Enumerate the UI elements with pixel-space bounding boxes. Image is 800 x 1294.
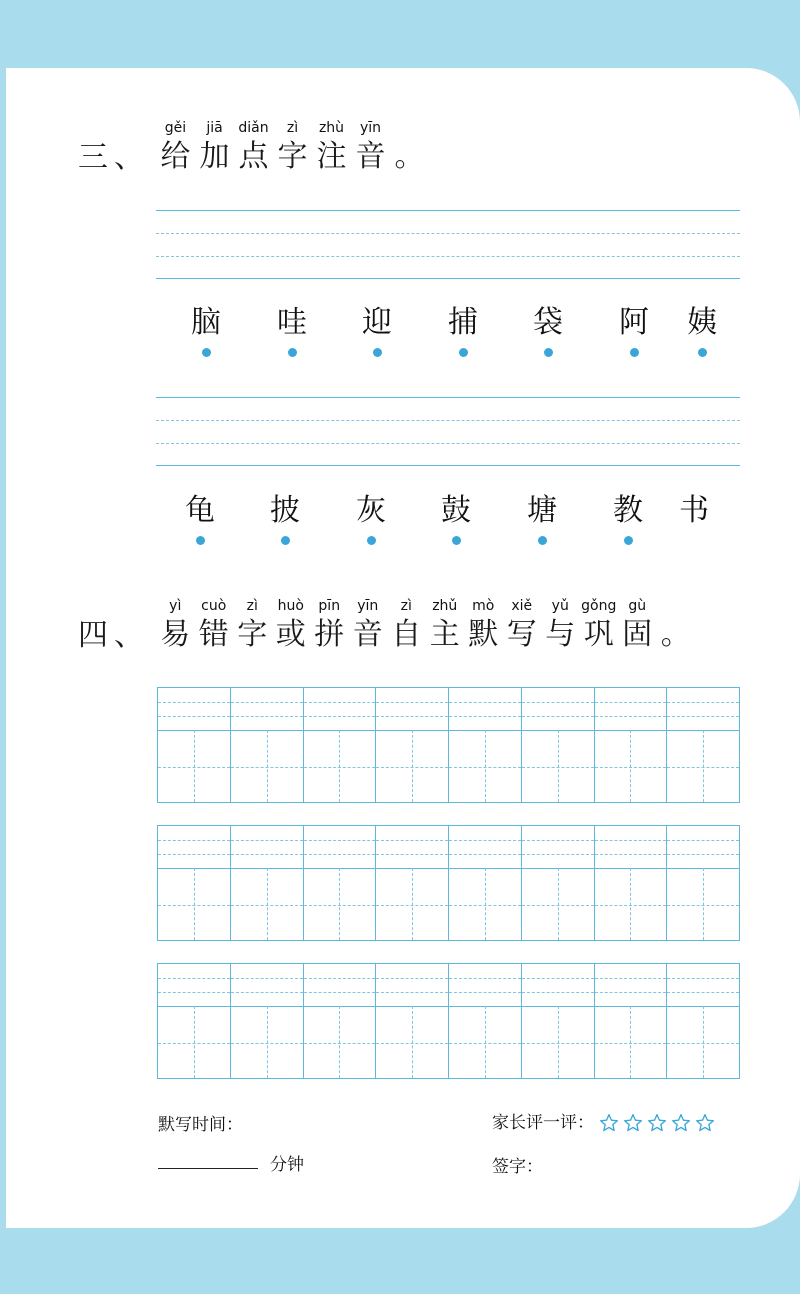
hanzi: 字 (237, 617, 268, 652)
tian-cell[interactable] (231, 688, 304, 802)
emphasis-dot (459, 348, 468, 357)
hanzi: 给 (160, 139, 191, 174)
pinyin: zhù (318, 120, 345, 136)
heading-char (272, 596, 311, 654)
parent-rating-label: 家长评一评： (492, 1113, 594, 1133)
tian-cell[interactable] (158, 688, 231, 802)
heading-char (503, 596, 542, 654)
pinyin: cuò (201, 598, 227, 614)
section3-number: 三、 (78, 140, 150, 175)
pinyin: zì (246, 598, 258, 614)
dotted-char (672, 304, 732, 357)
pinyin: diǎn (238, 120, 269, 136)
pinyin: pīn (318, 598, 341, 614)
section4-heading (78, 596, 695, 654)
tian-cell[interactable] (304, 964, 377, 1078)
dotted-char (598, 492, 658, 545)
emphasis-dot (367, 536, 376, 545)
rating-stars[interactable] (599, 1113, 715, 1133)
dotted-char (262, 304, 322, 357)
minutes-label: 分钟 (270, 1155, 304, 1175)
hanzi: 与 (545, 617, 576, 652)
pinyin: zhǔ (432, 598, 458, 614)
pinyin: gù (628, 598, 647, 614)
hanzi: 音 (352, 617, 383, 652)
emphasis-dot (373, 348, 382, 357)
hanzi: 易 (160, 617, 191, 652)
tian-cell[interactable] (667, 826, 739, 940)
hanzi: 哇 (277, 305, 307, 340)
emphasis-dot (281, 536, 290, 545)
hanzi: 塘 (527, 493, 557, 528)
tian-cell[interactable] (667, 688, 739, 802)
hanzi: 披 (270, 493, 300, 528)
heading-char (580, 596, 619, 654)
pinyin: jiā (206, 120, 223, 136)
tian-cell[interactable] (449, 826, 522, 940)
hanzi: 注 (316, 139, 347, 174)
pinyin: gěi (164, 120, 187, 136)
hanzi: 错 (198, 617, 229, 652)
star-icon[interactable] (671, 1113, 691, 1133)
heading-char (541, 596, 580, 654)
emphasis-dot (202, 348, 211, 357)
hanzi: 写 (506, 617, 537, 652)
tian-cell[interactable] (449, 964, 522, 1078)
emphasis-dot (452, 536, 461, 545)
star-icon[interactable] (623, 1113, 643, 1133)
hanzi: 袋 (533, 305, 563, 340)
heading-char (273, 118, 312, 176)
heading-char (312, 118, 351, 176)
heading-char (390, 118, 429, 176)
tian-cell[interactable] (595, 688, 668, 802)
dotted-char (426, 492, 486, 545)
hanzi: 鼓 (441, 493, 471, 528)
pinyin: gǒng (581, 598, 617, 614)
sign-label: 签字： (492, 1157, 543, 1177)
hanzi: 书 (679, 493, 709, 528)
tian-cell[interactable] (376, 964, 449, 1078)
heading-char (195, 596, 234, 654)
tian-cell[interactable] (304, 688, 377, 802)
hanzi: 主 (429, 617, 460, 652)
hanzi: 灰 (356, 493, 386, 528)
star-icon[interactable] (647, 1113, 667, 1133)
emphasis-dot (196, 536, 205, 545)
heading-char (657, 596, 696, 654)
hanzi: 巩 (583, 617, 614, 652)
time-label: 默写时间： (158, 1115, 243, 1135)
tian-cell[interactable] (231, 826, 304, 940)
char-row-1 (156, 304, 740, 374)
tian-cell[interactable] (667, 964, 739, 1078)
period: 。 (394, 139, 425, 174)
heading-char (426, 596, 465, 654)
dotted-char (255, 492, 315, 545)
tian-cell[interactable] (231, 964, 304, 1078)
heading-char (351, 118, 390, 176)
hanzi: 加 (199, 139, 230, 174)
tian-cell[interactable] (595, 964, 668, 1078)
dotted-char (433, 304, 493, 357)
hanzi: 字 (277, 139, 308, 174)
emphasis-dot (544, 348, 553, 357)
hanzi: 音 (355, 139, 386, 174)
heading-char (156, 118, 195, 176)
tian-cell[interactable] (522, 826, 595, 940)
hanzi: 默 (468, 617, 499, 652)
heading-char (464, 596, 503, 654)
heading-char (233, 596, 272, 654)
dotted-char (347, 304, 407, 357)
star-icon[interactable] (695, 1113, 715, 1133)
writing-grid-2[interactable] (157, 825, 740, 941)
minutes-blank[interactable] (158, 1168, 258, 1169)
tian-cell[interactable] (376, 688, 449, 802)
hanzi: 教 (613, 493, 643, 528)
heading-char (387, 596, 426, 654)
hanzi: 固 (622, 617, 653, 652)
hanzi: 点 (238, 139, 269, 174)
dotted-char (170, 492, 230, 545)
emphasis-dot (698, 348, 707, 357)
dotted-char (176, 304, 236, 357)
heading-char (234, 118, 273, 176)
tian-cell[interactable] (449, 688, 522, 802)
dotted-char (512, 492, 572, 545)
emphasis-dot (624, 536, 633, 545)
hanzi: 迎 (362, 305, 392, 340)
emphasis-dot (630, 348, 639, 357)
pinyin: mò (472, 598, 495, 614)
tian-cell[interactable] (304, 826, 377, 940)
emphasis-dot (288, 348, 297, 357)
hanzi: 脑 (191, 305, 221, 340)
dotted-char (604, 304, 664, 357)
heading-char (349, 596, 388, 654)
tian-cell[interactable] (595, 826, 668, 940)
hanzi: 捕 (448, 305, 478, 340)
writing-grid-3[interactable] (157, 963, 740, 1079)
pinyin: zì (400, 598, 412, 614)
hanzi: 阿 (619, 305, 649, 340)
tian-cell[interactable] (158, 964, 231, 1078)
tian-cell[interactable] (522, 964, 595, 1078)
plain-char (664, 492, 724, 530)
pinyin: yīn (357, 598, 379, 614)
hanzi: 姨 (687, 305, 717, 340)
parent-rating (492, 1108, 715, 1133)
char-row-2 (156, 492, 740, 562)
pinyin: yīn (359, 120, 382, 136)
dotted-char (518, 304, 578, 357)
writing-grid-1[interactable] (157, 687, 740, 803)
hanzi: 或 (275, 617, 306, 652)
pinyin: yǔ (551, 598, 569, 614)
dotted-char (341, 492, 401, 545)
section3-heading (78, 118, 429, 176)
period: 。 (660, 617, 691, 652)
heading-char (618, 596, 657, 654)
pinyin: zì (286, 120, 299, 136)
hanzi: 拼 (314, 617, 345, 652)
tian-cell[interactable] (158, 826, 231, 940)
emphasis-dot (538, 536, 547, 545)
heading-char (310, 596, 349, 654)
tian-cell[interactable] (522, 688, 595, 802)
section4-number: 四、 (78, 618, 150, 653)
tian-cell[interactable] (376, 826, 449, 940)
hanzi: 自 (391, 617, 422, 652)
star-icon[interactable] (599, 1113, 619, 1133)
heading-char (195, 118, 234, 176)
pinyin: xiě (511, 598, 533, 614)
pinyin: yì (169, 598, 182, 614)
pinyin: huò (277, 598, 304, 614)
heading-char (156, 596, 195, 654)
hanzi: 龟 (185, 493, 215, 528)
